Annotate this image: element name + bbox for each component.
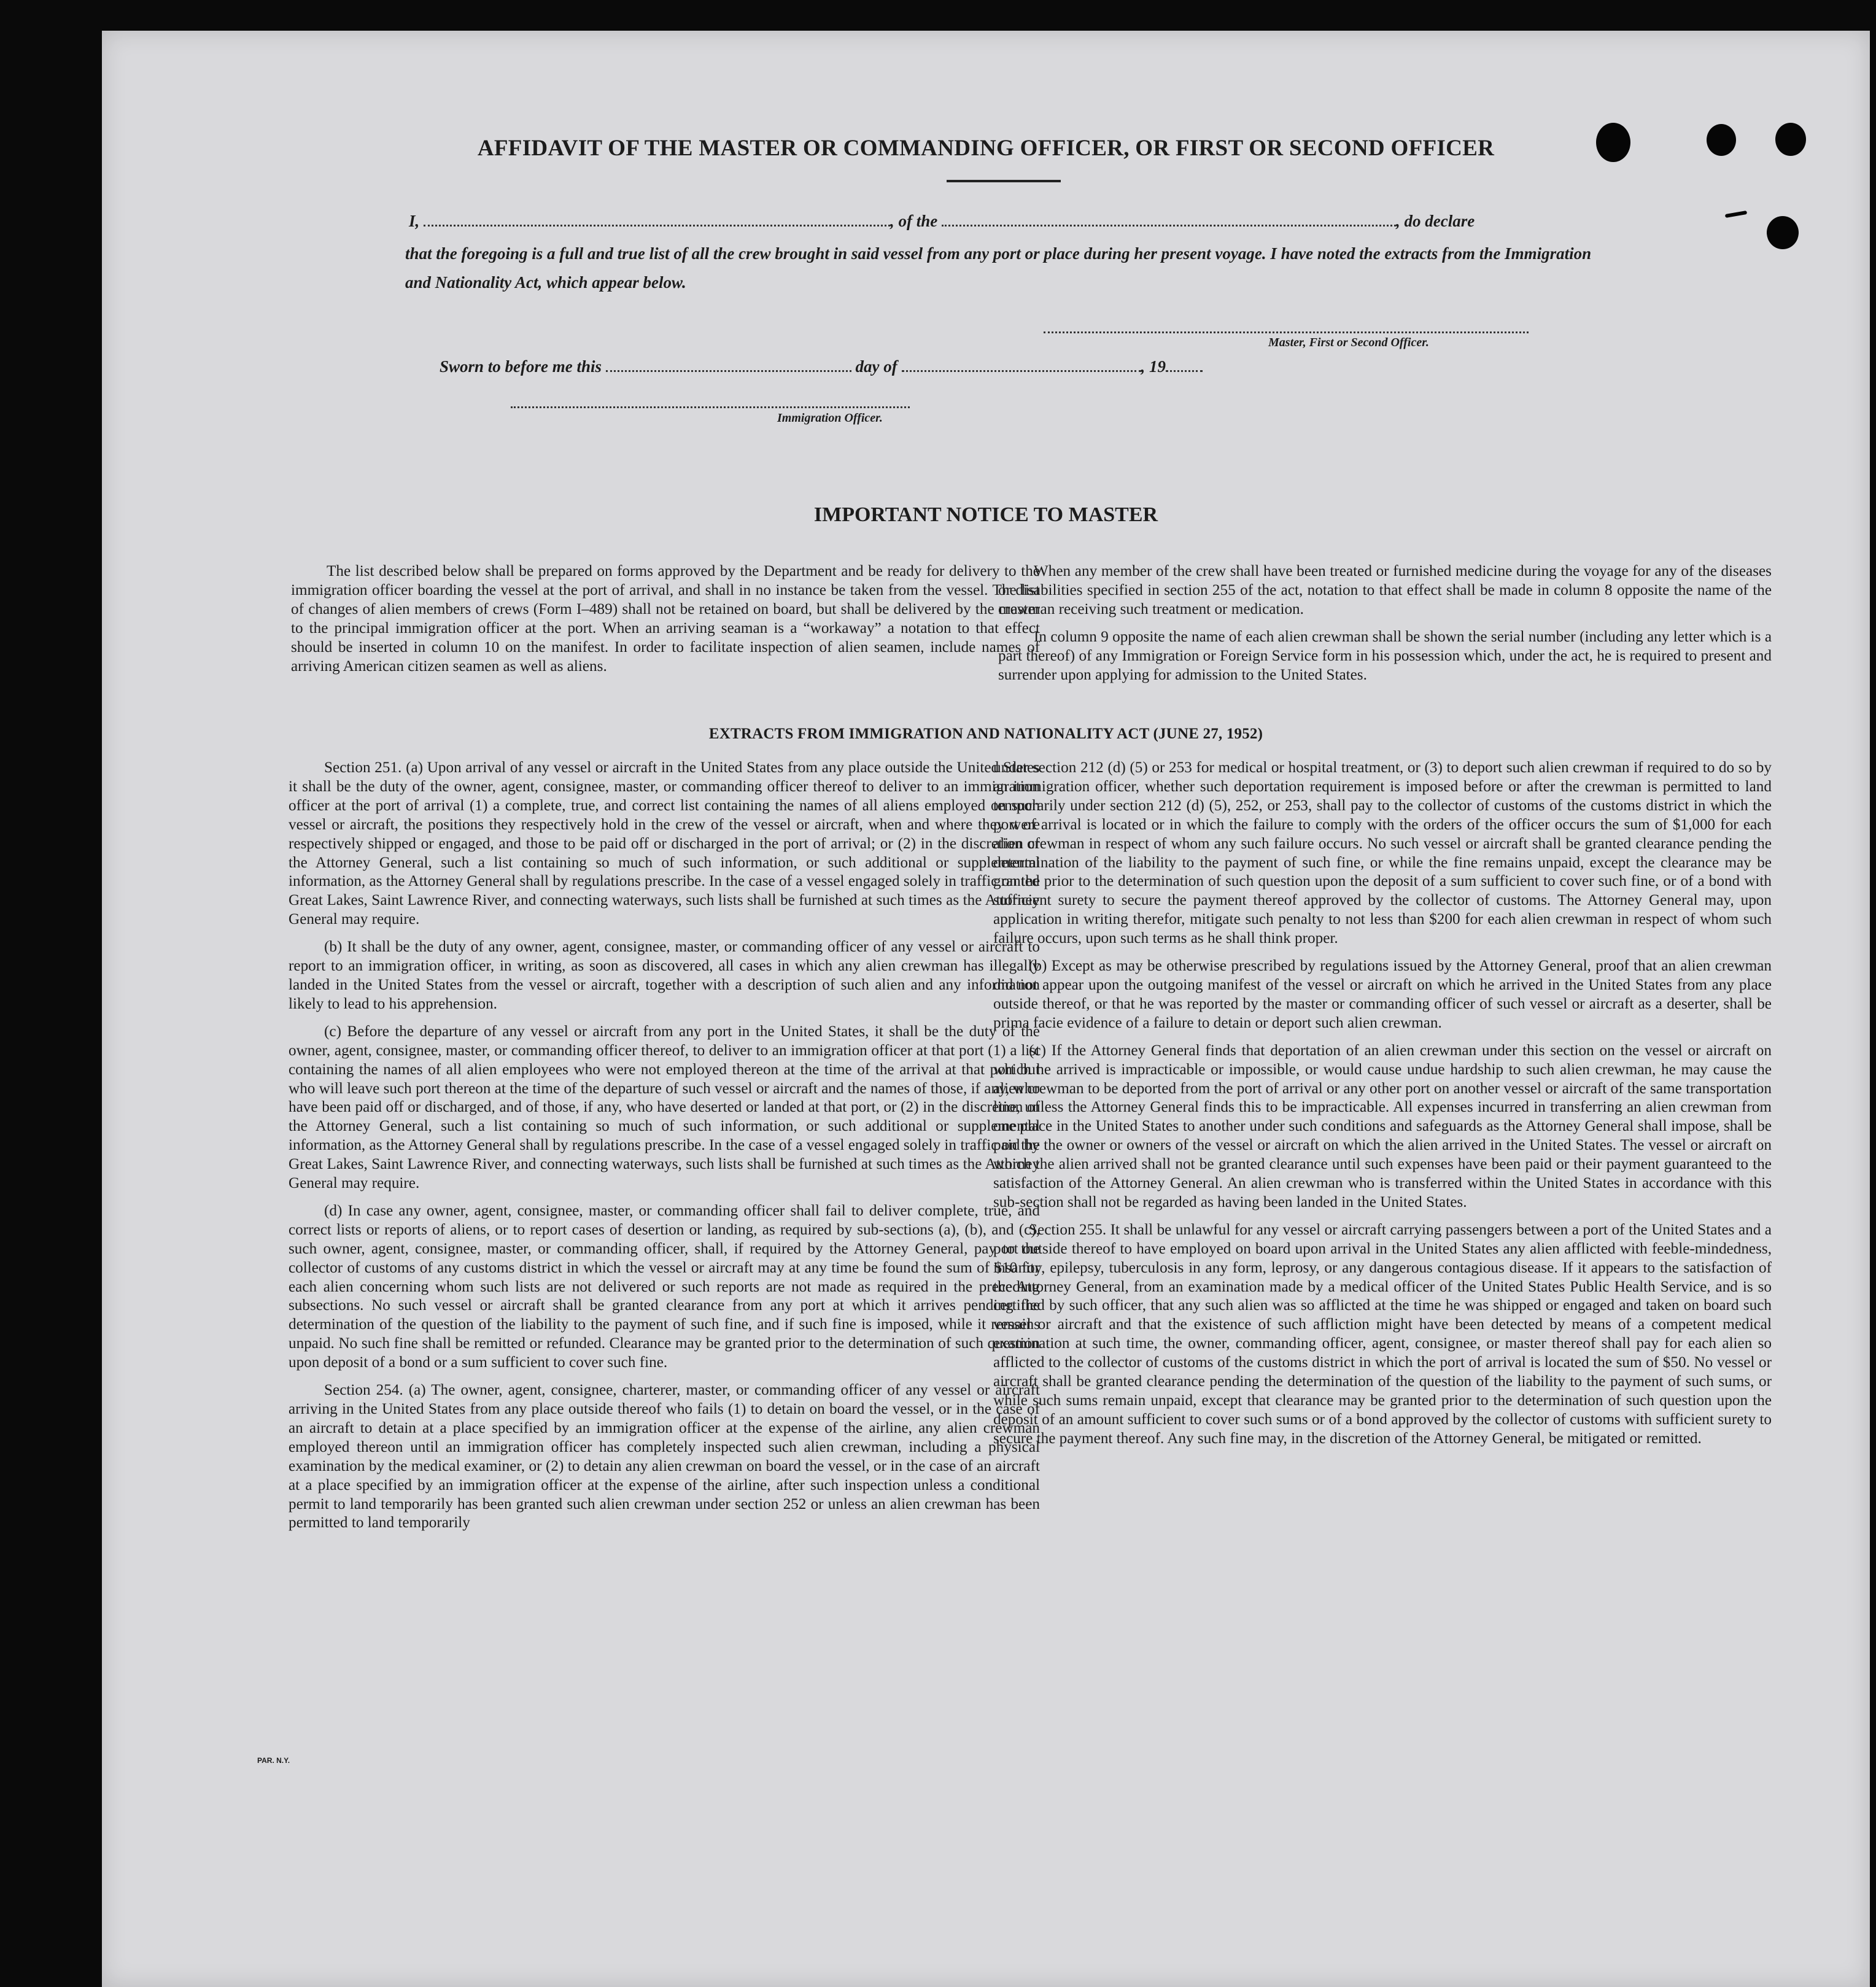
section-paragraph: (c) Before the departure of any vessel or aircraft from any port in the United States, it shall be the duty of the owner, agent, consignee, master, or commanding officer thereof, to deliver to an immigration officer at that port (1) a list containing the names of all alien employees who were not employed thereon at the time of the arrival at that port but who will leave such port thereon at the time of the departure of such vessel or aircraft and the names of those, if any, who have been paid off or discharged, and of those, if any, who have deserted or landed at that port, or (2) in the discretion of the Attorney General, such a list containing so much of such information, or such additional or supplemental information, as the Attorney General shall by regulations prescribe. In the case of a vessel engaged solely in traffic on the Great Lakes, Saint Lawrence River, and connecting waterways, such lists shall be furnished at such times as the Attorney General may require. bbox=[289, 1023, 1040, 1192]
sworn-prefix-label: Sworn to before me this bbox=[440, 357, 602, 376]
sworn-year-field[interactable] bbox=[1166, 359, 1203, 372]
master-signature-label: Master, First or Second Officer. bbox=[1268, 336, 1429, 349]
printer-mark: PAR. N.Y. bbox=[257, 1756, 290, 1765]
section-paragraph: (c) If the Attorney General finds that deportation of an alien crewman under this section on the vessel or aircraft on which he arrived is impracticable or impossible, or would cause undue hardship to such alien crewman, he may cause the alien crewman to be deported from the port of arrival or any other port on another vessel or aircraft of the same transportation line, unless the Attorney General finds this to be impracticable. All expenses incurred in transferring an alien crewman from one place in the United States to another under such conditions and safeguards as the Attorney General shall impose, shall be paid by the owner or owners of the vessel or aircraft on which the alien arrived in the United States. The vessel or aircraft on which the alien arrived shall not be granted clearance until such expenses have been paid or their payment guaranteed to the satisfaction of the Attorney General. An alien crewman who is transferred within the United States in accordance with this sub-section shall not be regarded as having been landed in the United States. bbox=[993, 1042, 1772, 1210]
notice-paragraph: When any member of the crew shall have been treated or furnished medicine during the voyage for any of the diseases or disabilities specified in section 255 of the act, notation to that effect shall be made in column 8 opposite the name of the crewman receiving such treatment or medication. bbox=[998, 563, 1772, 618]
notice-right-column bbox=[998, 562, 1772, 693]
notice-title: IMPORTANT NOTICE TO MASTER bbox=[813, 503, 1158, 526]
declaration-of-the-label: , of the bbox=[890, 212, 938, 230]
sworn-day-of-label: day of bbox=[855, 357, 897, 376]
section-paragraph: under section 212 (d) (5) or 253 for medical or hospital treatment, or (3) to deport such alien crewman if required to do so by an immigration officer, whether such deportation requirement is imposed before or after the crewman is permitted to land temporarily under section 212 (d) (5), 252, or 253, shall pay to the collector of customs of the customs district in which the port of arrival is located or in which the failure to comply with the orders of the officer occurs the sum of $1,000 for each alien crewman in respect of whom any such failure occurs. No such vessel or aircraft shall be granted clearance pending the determination of the liability to the payment of such fine, or while the fine remains unpaid, except the clearance may be granted prior to the determination of such question upon the deposit of a sum sufficient to cover such fine, or of a bond with sufficient surety to secure the payment thereof approved by the collector of customs. The Attorney General may, upon application in writing therefor, mitigate such penalty to not less than $200 for each alien crewman in respect of whom such failure occurs, upon such terms as he shall think proper. bbox=[993, 759, 1772, 947]
sworn-month-field[interactable] bbox=[902, 359, 1141, 372]
section-paragraph: (d) In case any owner, agent, consignee, master, or commanding officer shall fail to deliver complete, true, and correct lists or reports of aliens, or to report cases of desertion or landing, as required by sub-sections (a), (b), and (c), such owner, agent, consignee, master, or commanding officer, shall, if required by the Attorney General, pay to the collector of customs of any customs district in which the vessel or aircraft may at any time be found the sum of $10 for each alien concerning whom such lists are not delivered or such reports are not made as required in the preceding subsections. No such vessel or aircraft shall be granted clearance from any port at which it arrives pending the determination of the question of the liability to the payment of such fine, and if such fine is imposed, while it remains unpaid. No such fine shall be remitted or refunded. Clearance may be granted prior to the determination of such question upon deposit of a bond or a sum sufficient to cover such fine. bbox=[289, 1202, 1040, 1371]
punch-hole bbox=[1596, 123, 1630, 162]
notice-paragraph: The list described below shall be prepared on forms approved by the Department and be ready for delivery to the immigration officer boarding the vessel at the port of arrival, and shall in no instance be taken from the vessel. The list of changes of alien members of crews (Form I–489) shall not be retained on board, but shall be delivered by the master to the principal immigration officer at the port. When an arriving seaman is a “workaway” a notation to that effect should be inserted in column 10 on the manifest. In order to facilitate inspection of alien seamen, include names of arriving American citizen seamen as well as aliens. bbox=[291, 563, 1040, 675]
declaration-line bbox=[409, 212, 1606, 231]
ink-mark bbox=[1725, 211, 1747, 218]
punch-hole bbox=[1775, 123, 1806, 156]
punch-hole bbox=[1707, 124, 1736, 156]
affidavit-title: AFFIDAVIT OF THE MASTER OR COMMANDING OFFICER, OR FIRST OR SECOND OFFICER bbox=[477, 136, 1495, 161]
title-underline bbox=[947, 180, 1061, 182]
section-paragraph: Section 254. (a) The owner, agent, consignee, charterer, master, or commanding officer of any vessel or aircraft arriving in the United States from any place outside thereof who fails (1) to detain on board the vessel, or in the case of an aircraft to detain at a place specified by an immigration officer at the expense of the airline, any alien crewman employed thereon until an immigration officer has completely inspected such alien crewman, including a physical examination by the medical examiner, or (2) to detain any alien crewman on board the vessel, or in the case of an aircraft at a place specified by an immigration officer at the expense of the airline, after such inspection unless a conditional permit to land temporarily has been granted such alien crewman under section 252 or unless an alien crewman has been permitted to land temporarily bbox=[289, 1382, 1040, 1532]
section-paragraph: Section 251. (a) Upon arrival of any vessel or aircraft in the United States from any place outside the United States it shall be the duty of the owner, agent, consignee, master, or commanding officer thereof to deliver to an immigration officer at the port of arrival (1) a complete, true, and correct list containing the names of all aliens employed on such vessel or aircraft, the positions they respectively hold in the crew of the vessel or aircraft, when and where they were respectively shipped or engaged, and those to be paid off or discharged in the port of arrival; or (2) in the discretion of the Attorney General, such a list containing so much of such information, or such additional or supplemental information, as the Attorney General shall by regulations prescribe. In the case of a vessel engaged solely in traffic on the Great Lakes, Saint Lawrence River, and connecting waterways, such lists shall be furnished at such times as the Attorney General may require. bbox=[289, 759, 1040, 928]
sworn-year-label: , 19 bbox=[1141, 357, 1166, 376]
section-paragraph: Section 255. It shall be unlawful for any vessel or aircraft carrying passengers between a port of the United States and a port outside thereof to have employed on board upon arrival in the United States any alien afflicted with feeble-mindedness, insanity, epilepsy, tuberculosis in any form, leprosy, or any dangerous contagious disease. If it appears to the satisfaction of the Attorney General, from an examination made by a medical officer of the United States Public Health Service, and is so certified by such officer, that any such alien was so afflicted at the time he was shipped or engaged and taken on board such vessel or aircraft and that the existence of such affliction might have been detected by means of a competent medical examination at such time, the owner, commanding officer, agent, consignee, or master thereof shall pay for each alien so afflicted to the collector of customs of the customs district in which the port of arrival is located the sum of $50. No vessel or aircraft shall be granted clearance pending the determination of the question of the liability to the payment of such sums, or while such sums remain unpaid, except that clearance may be granted prior to the determination of such question upon the deposit of an amount sufficient to cover such sums or of a bond approved by the collector of customs with sufficient surety to secure the payment thereof. Any such fine may, in the discretion of the Attorney General, be mitigated or remitted. bbox=[993, 1221, 1772, 1447]
extracts-right-column bbox=[993, 759, 1772, 1457]
document-page bbox=[102, 31, 1870, 1987]
section-paragraph: (b) Except as may be otherwise prescribed by regulations issued by the Attorney General, proof that an alien crewman did not appear upon the outgoing manifest of the vessel or aircraft on which he arrived in the United States from any place outside thereof, or that he was reported by the master or commanding officer of such vessel or aircraft as a deserter, shall be prima facie evidence of a failure to detain or deport such alien crewman. bbox=[993, 958, 1772, 1031]
declaration-i-label: I, bbox=[409, 212, 420, 230]
extracts-title: EXTRACTS FROM IMMIGRATION AND NATIONALITY ACT (JUNE 27, 1952) bbox=[708, 726, 1263, 742]
sworn-line bbox=[440, 357, 1203, 376]
declaration-text: that the foregoing is a full and true list of all the crew brought in said vessel from any port or place during her present voyage. I have noted the extracts from the Immigration and Nationality Act, which appear below. bbox=[405, 244, 1592, 292]
declaration-do-declare-label: , do declare bbox=[1396, 212, 1475, 230]
immigration-officer-signature-field[interactable] bbox=[511, 406, 910, 408]
vessel-name-field[interactable] bbox=[942, 214, 1396, 227]
master-signature-field[interactable] bbox=[1044, 331, 1529, 333]
extracts-left-column bbox=[289, 759, 1040, 1541]
punch-hole bbox=[1767, 216, 1799, 249]
notice-left-column bbox=[291, 562, 1040, 684]
immigration-officer-label: Immigration Officer. bbox=[777, 411, 883, 425]
declarant-name-field[interactable] bbox=[424, 214, 890, 227]
section-paragraph: (b) It shall be the duty of any owner, agent, consignee, master, or commanding officer of any vessel or aircraft to report to an immigration officer, in writing, as soon as discovered, all cases in which any alien crewman has illegally landed in the United States from the vessel or aircraft, together with a description of such alien and any information likely to lead to his apprehension. bbox=[289, 939, 1040, 1012]
sworn-day-field[interactable] bbox=[606, 359, 851, 372]
notice-paragraph: In column 9 opposite the name of each alien crewman shall be shown the serial number (including any letter which is a part thereof) of any Immigration or Foreign Service form in his possession which, under the act, he is required to present and surrender upon applying for admission to the United States. bbox=[998, 628, 1772, 683]
